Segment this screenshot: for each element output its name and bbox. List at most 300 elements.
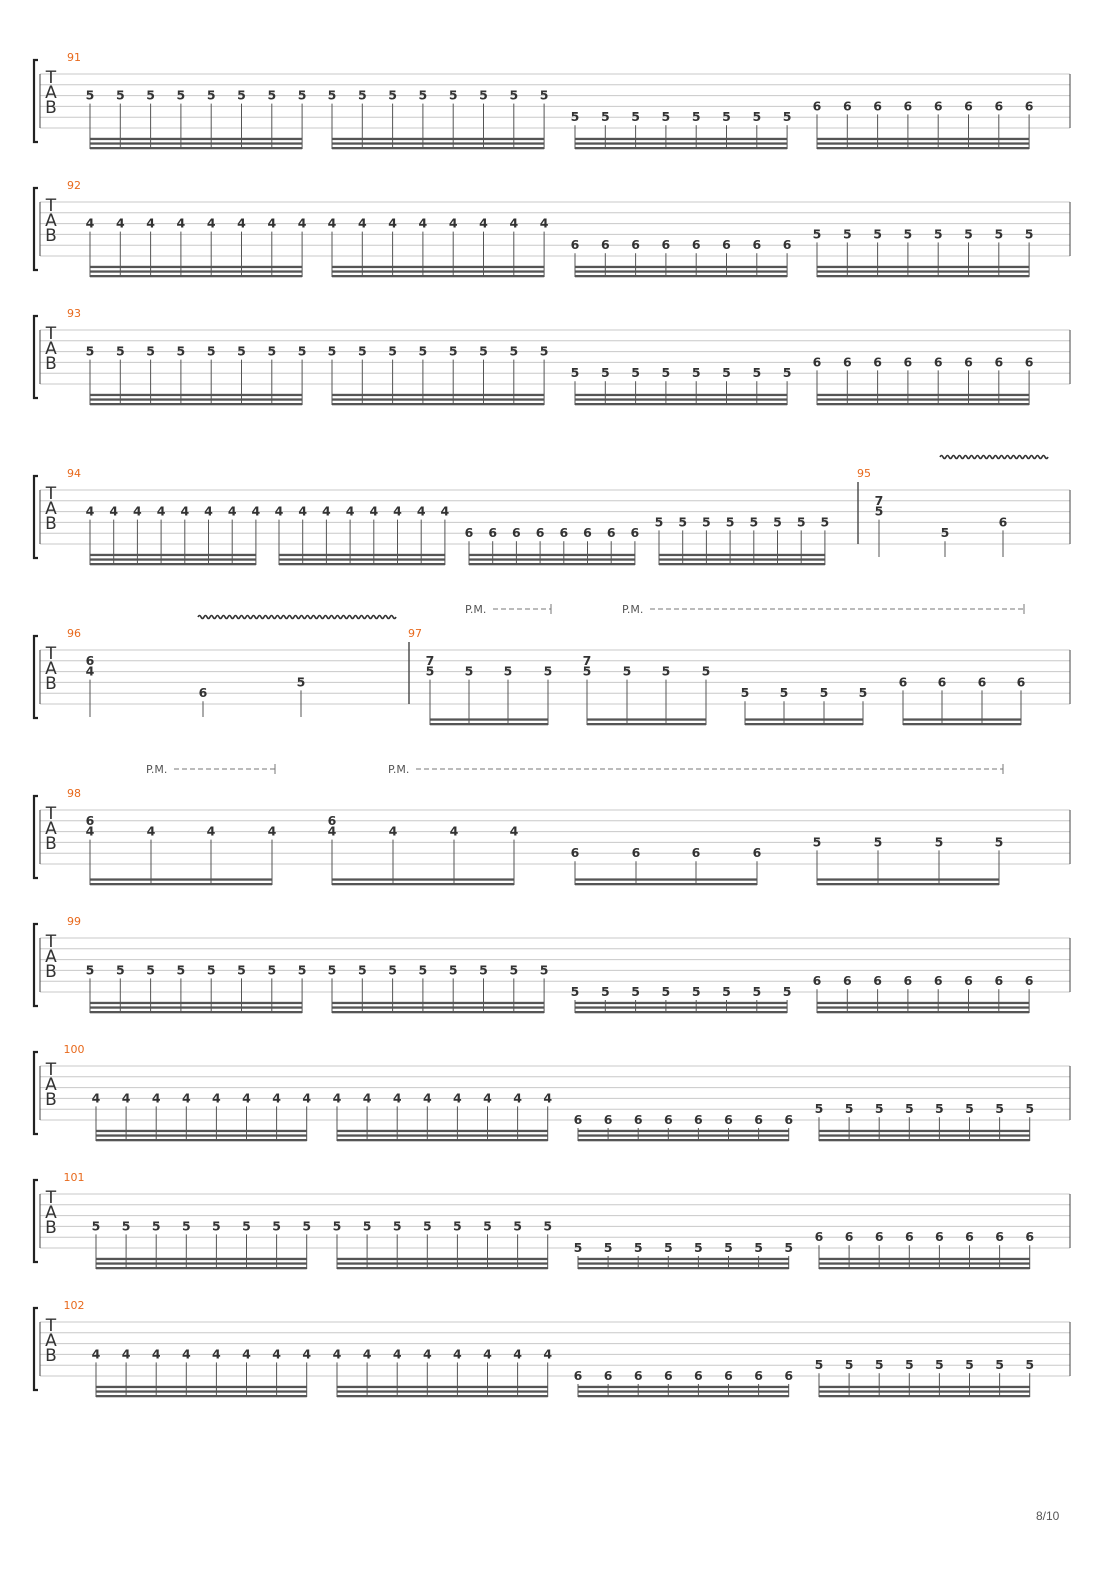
- beam: [819, 1386, 1030, 1388]
- fret-number: 6: [327, 812, 337, 828]
- fret-number: 4: [345, 503, 355, 519]
- measure-number: 93: [67, 307, 81, 320]
- fret-number: 4: [449, 823, 459, 839]
- measure-number: 101: [63, 1171, 85, 1184]
- beam: [578, 1139, 789, 1141]
- fret-number: 5: [570, 365, 580, 381]
- fret-number: 5: [933, 226, 943, 242]
- fret-number: 5: [752, 365, 762, 381]
- fret-number: 5: [448, 343, 458, 359]
- tab-clef-letter: B: [45, 98, 57, 118]
- fret-number: 6: [633, 1112, 643, 1127]
- fret-number: 6: [784, 1112, 794, 1127]
- fret-number: 5: [691, 984, 701, 999]
- fret-number: 5: [91, 1218, 101, 1234]
- fret-number: 6: [633, 1368, 643, 1383]
- fret-number: 5: [661, 365, 671, 381]
- fret-number: 5: [357, 343, 367, 359]
- fret-number: 5: [1024, 226, 1034, 242]
- fret-number: 4: [539, 215, 549, 231]
- fret-number: 6: [752, 845, 762, 861]
- fret-number: 5: [940, 525, 950, 541]
- fret-number: 5: [146, 87, 155, 103]
- fret-number: 7: [425, 652, 435, 668]
- tab-clef-letter: B: [45, 1090, 57, 1110]
- fret-number: 4: [85, 663, 95, 679]
- fret-number: 5: [539, 87, 549, 103]
- tab-clef-letter: A: [45, 947, 57, 967]
- system-bracket: [34, 1180, 38, 1262]
- measure-number: 102: [63, 1299, 85, 1312]
- fret-number: 5: [874, 1101, 884, 1117]
- fret-number: 6: [842, 354, 852, 370]
- fret-number: 6: [512, 525, 521, 541]
- beam: [578, 1258, 789, 1260]
- fret-number: 4: [327, 215, 337, 231]
- fret-number: 6: [583, 525, 592, 541]
- palm-mute-label: P.M.: [388, 763, 410, 776]
- fret-number: 4: [156, 503, 166, 519]
- fret-number: 5: [603, 1240, 613, 1255]
- fret-number: 6: [722, 237, 731, 253]
- beam: [469, 558, 635, 560]
- beam: [332, 266, 544, 268]
- beam: [575, 1011, 787, 1013]
- fret-number: 5: [631, 365, 640, 381]
- fret-number: 5: [934, 834, 944, 850]
- fret-number: 6: [603, 1368, 613, 1383]
- beam: [578, 1395, 789, 1397]
- beam: [90, 266, 302, 268]
- fret-number: 4: [91, 1346, 101, 1362]
- beam: [90, 1002, 302, 1004]
- fret-number: 4: [388, 215, 397, 231]
- beam: [745, 723, 863, 725]
- fret-number: 5: [722, 109, 731, 125]
- fret-number: 6: [812, 973, 822, 989]
- tab-clef-letter: B: [45, 226, 57, 246]
- fret-number: 6: [873, 354, 882, 370]
- fret-number: 5: [357, 87, 367, 103]
- beam: [96, 1390, 307, 1392]
- beam: [332, 142, 544, 144]
- beam: [279, 563, 445, 565]
- beam: [96, 1130, 307, 1132]
- fret-number: 6: [904, 1229, 914, 1245]
- measure-number: 91: [67, 51, 81, 64]
- fret-number: 6: [998, 514, 1008, 530]
- fret-number: 5: [874, 1357, 884, 1373]
- beam: [817, 147, 1029, 149]
- fret-number: 6: [661, 237, 671, 253]
- system-bracket: [34, 476, 38, 558]
- fret-number: 4: [362, 1346, 372, 1362]
- fret-number: 7: [874, 492, 884, 508]
- fret-number: 5: [302, 1218, 312, 1234]
- beam: [817, 878, 999, 880]
- fret-number: 5: [388, 87, 397, 103]
- fret-number: 5: [812, 226, 822, 242]
- vibrato-mark: [940, 456, 1048, 459]
- beam: [819, 1130, 1030, 1132]
- fret-number: 5: [503, 663, 513, 679]
- beam: [332, 394, 544, 396]
- beam: [575, 398, 787, 400]
- fret-number: 6: [663, 1112, 673, 1127]
- beam: [575, 275, 787, 277]
- fret-number: 5: [418, 962, 428, 978]
- fret-number: 5: [600, 365, 610, 381]
- fret-number: 6: [464, 525, 474, 541]
- fret-number: 5: [661, 984, 671, 999]
- fret-number: 6: [933, 973, 943, 989]
- fret-number: 4: [327, 823, 337, 839]
- fret-number: 5: [212, 1218, 221, 1234]
- beam: [575, 138, 787, 140]
- fret-number: 4: [272, 1090, 281, 1106]
- beam: [90, 883, 272, 885]
- beam: [337, 1130, 548, 1132]
- fret-number: 5: [206, 962, 216, 978]
- tab-clef-letter: A: [45, 339, 57, 359]
- beam: [817, 138, 1029, 140]
- beam: [817, 1011, 1029, 1013]
- fret-number: 5: [121, 1218, 131, 1234]
- fret-number: 6: [1024, 973, 1034, 989]
- fret-number: 4: [115, 215, 125, 231]
- fret-number: 4: [237, 215, 246, 231]
- beam: [430, 718, 548, 720]
- fret-number: 5: [362, 1218, 372, 1234]
- beam: [587, 718, 706, 720]
- fret-number: 5: [782, 984, 792, 999]
- fret-number: 4: [543, 1090, 553, 1106]
- fret-number: 5: [965, 1101, 974, 1117]
- fret-number: 5: [425, 663, 435, 679]
- fret-number: 5: [694, 1240, 703, 1255]
- fret-number: 4: [85, 215, 95, 231]
- beam: [337, 1258, 548, 1260]
- beam: [575, 1002, 787, 1004]
- fret-number: 5: [388, 343, 397, 359]
- fret-number: 6: [842, 98, 852, 114]
- beam: [90, 878, 272, 880]
- measure-number: 99: [67, 915, 81, 928]
- fret-number: 4: [204, 503, 213, 519]
- beam: [819, 1262, 1030, 1264]
- tab-system: [34, 763, 1070, 885]
- beam: [817, 883, 999, 885]
- fret-number: 4: [448, 215, 458, 231]
- fret-number: 6: [964, 98, 973, 114]
- fret-number: 5: [814, 1101, 824, 1117]
- fret-number: 5: [701, 663, 711, 679]
- fret-number: 4: [332, 1090, 342, 1106]
- beam: [575, 878, 757, 880]
- beam: [903, 723, 1021, 725]
- fret-number: 5: [388, 962, 397, 978]
- beam: [90, 394, 302, 396]
- fret-number: 6: [937, 674, 947, 690]
- fret-number: 5: [678, 514, 688, 530]
- fret-number: 6: [663, 1368, 673, 1383]
- palm-mute-label: P.M.: [622, 603, 644, 616]
- fret-number: 6: [935, 1229, 944, 1245]
- fret-number: 6: [488, 525, 498, 541]
- beam: [332, 878, 514, 880]
- beam: [90, 142, 302, 144]
- beam: [332, 1002, 544, 1004]
- beam: [90, 1006, 302, 1008]
- fret-number: 5: [479, 87, 488, 103]
- fret-number: 4: [422, 1346, 432, 1362]
- system-bracket: [34, 188, 38, 270]
- beam: [817, 142, 1029, 144]
- fret-number: 6: [994, 98, 1004, 114]
- fret-number: 4: [302, 1346, 312, 1362]
- tab-system: [34, 179, 1070, 277]
- fret-number: 6: [573, 1368, 583, 1383]
- tab-system: [34, 51, 1070, 149]
- beam: [745, 718, 863, 720]
- fret-number: 4: [418, 215, 428, 231]
- fret-number: 4: [151, 1090, 161, 1106]
- fret-number: 4: [242, 1346, 251, 1362]
- fret-number: 6: [631, 845, 641, 861]
- beam: [575, 147, 787, 149]
- tab-clef-letter: A: [45, 83, 57, 103]
- fret-number: 4: [513, 1346, 522, 1362]
- beam: [469, 563, 635, 565]
- fret-number: 4: [181, 1346, 191, 1362]
- beam: [90, 1011, 302, 1013]
- fret-number: 5: [146, 962, 155, 978]
- fret-number: 4: [453, 1090, 462, 1106]
- fret-number: 5: [702, 514, 711, 530]
- fret-number: 5: [392, 1218, 402, 1234]
- beam: [659, 558, 825, 560]
- fret-number: 4: [121, 1090, 131, 1106]
- tab-clef-letter: A: [45, 1203, 57, 1223]
- fret-number: 5: [418, 343, 428, 359]
- fret-number: 5: [722, 365, 731, 381]
- fret-number: 6: [994, 354, 1004, 370]
- fret-number: 6: [873, 98, 882, 114]
- beam: [96, 1262, 307, 1264]
- tab-system: [34, 915, 1070, 1013]
- fret-number: 5: [754, 1240, 763, 1255]
- fret-number: 6: [1016, 674, 1026, 690]
- fret-number: 5: [904, 1101, 914, 1117]
- fret-number: 4: [297, 215, 307, 231]
- fret-number: 5: [570, 984, 580, 999]
- fret-number: 5: [327, 87, 337, 103]
- fret-number: 5: [464, 663, 474, 679]
- tab-clef-letter: T: [45, 932, 57, 952]
- fret-number: 5: [663, 1240, 673, 1255]
- beam: [819, 1395, 1030, 1397]
- tab-system: [34, 456, 1070, 566]
- fret-number: 4: [176, 215, 186, 231]
- beam: [817, 266, 1029, 268]
- fret-number: 6: [874, 1229, 884, 1245]
- fret-number: 7: [582, 652, 592, 668]
- fret-number: 5: [812, 834, 822, 850]
- fret-number: 5: [964, 226, 973, 242]
- fret-number: 6: [573, 1112, 583, 1127]
- fret-number: 5: [448, 87, 458, 103]
- palm-mute-label: P.M.: [465, 603, 487, 616]
- fret-number: 4: [85, 823, 95, 839]
- beam: [659, 554, 825, 556]
- beam: [578, 1390, 789, 1392]
- tab-clef-letter: T: [45, 196, 57, 216]
- beam: [332, 270, 544, 272]
- fret-number: 5: [782, 109, 792, 125]
- fret-number: 4: [242, 1090, 251, 1106]
- fret-number: 6: [631, 237, 640, 253]
- fret-number: 4: [212, 1346, 221, 1362]
- fret-number: 5: [582, 663, 592, 679]
- fret-number: 6: [603, 1112, 613, 1127]
- measure-number: 94: [67, 467, 81, 480]
- fret-number: 4: [332, 1346, 342, 1362]
- fret-number: 5: [633, 1240, 643, 1255]
- fret-number: 4: [227, 503, 237, 519]
- fret-number: 4: [267, 823, 277, 839]
- fret-number: 5: [297, 87, 307, 103]
- fret-number: 5: [779, 685, 789, 701]
- beam: [578, 1262, 789, 1264]
- fret-number: 4: [416, 503, 426, 519]
- fret-number: 5: [935, 1357, 944, 1373]
- fret-number: 5: [752, 109, 762, 125]
- beam: [575, 394, 787, 396]
- fret-number: 4: [274, 503, 284, 519]
- fret-number: 4: [109, 503, 119, 519]
- fret-number: 5: [176, 962, 186, 978]
- fret-number: 6: [724, 1112, 733, 1127]
- fret-number: 5: [357, 962, 367, 978]
- fret-number: 5: [691, 109, 701, 125]
- beam: [332, 403, 544, 405]
- fret-number: 5: [661, 663, 671, 679]
- fret-number: 5: [327, 343, 337, 359]
- beam: [819, 1139, 1030, 1141]
- beam: [90, 403, 302, 405]
- fret-number: 5: [181, 1218, 191, 1234]
- fret-number: 6: [814, 1229, 824, 1245]
- tab-clef-letter: T: [45, 68, 57, 88]
- beam: [332, 147, 544, 149]
- fret-number: 5: [858, 685, 868, 701]
- fret-number: 5: [873, 834, 883, 850]
- fret-number: 4: [513, 1090, 522, 1106]
- fret-number: 4: [180, 503, 190, 519]
- beam: [279, 558, 445, 560]
- fret-number: 5: [814, 1357, 824, 1373]
- beam: [659, 563, 825, 565]
- fret-number: 5: [784, 1240, 794, 1255]
- fret-number: 6: [933, 354, 943, 370]
- vibrato-mark: [198, 616, 396, 619]
- fret-number: 5: [242, 1218, 251, 1234]
- fret-number: 4: [267, 215, 277, 231]
- fret-number: 6: [1024, 98, 1034, 114]
- tab-clef-letter: B: [45, 1218, 57, 1238]
- fret-number: 5: [573, 1240, 583, 1255]
- fret-number: 4: [151, 1346, 161, 1362]
- fret-number: 5: [85, 87, 95, 103]
- fret-number: 6: [977, 674, 987, 690]
- fret-number: 5: [115, 343, 125, 359]
- fret-number: 6: [752, 237, 762, 253]
- beam: [817, 403, 1029, 405]
- beam: [817, 398, 1029, 400]
- fret-number: 4: [91, 1090, 101, 1106]
- fret-number: 6: [691, 845, 701, 861]
- tab-clef-letter: B: [45, 834, 57, 854]
- beam: [819, 1134, 1030, 1136]
- tab-clef-letter: B: [45, 674, 57, 694]
- beam: [96, 1139, 307, 1141]
- measure-number: 92: [67, 179, 81, 192]
- beam: [817, 394, 1029, 396]
- fret-number: 5: [782, 365, 792, 381]
- tab-clef-letter: A: [45, 819, 57, 839]
- fret-number: 5: [85, 343, 95, 359]
- beam: [90, 554, 256, 556]
- fret-number: 4: [146, 215, 155, 231]
- fret-number: 5: [115, 962, 125, 978]
- beam: [819, 1258, 1030, 1260]
- tab-system: [34, 1299, 1070, 1397]
- fret-number: 4: [133, 503, 142, 519]
- page-number: 8/10: [1036, 1509, 1060, 1523]
- tab-clef-letter: A: [45, 1075, 57, 1095]
- fret-number: 5: [448, 962, 458, 978]
- beam: [575, 883, 757, 885]
- beam: [903, 718, 1021, 720]
- tab-clef-letter: A: [45, 499, 57, 519]
- beam: [575, 403, 787, 405]
- fret-number: 5: [631, 984, 640, 999]
- measure-number: 95: [857, 467, 871, 480]
- fret-number: 4: [422, 1090, 432, 1106]
- fret-number: 5: [176, 87, 186, 103]
- fret-number: 5: [483, 1218, 492, 1234]
- beam: [575, 266, 787, 268]
- fret-number: 5: [479, 962, 488, 978]
- fret-number: 5: [773, 514, 782, 530]
- fret-number: 5: [146, 343, 155, 359]
- fret-number: 4: [146, 823, 156, 839]
- beam: [332, 138, 544, 140]
- fret-number: 6: [903, 98, 913, 114]
- fret-number: 6: [873, 973, 882, 989]
- fret-number: 4: [298, 503, 308, 519]
- fret-number: 5: [796, 514, 806, 530]
- beam: [90, 138, 302, 140]
- beam: [337, 1262, 548, 1264]
- beam: [90, 270, 302, 272]
- fret-number: 6: [600, 237, 610, 253]
- measure-number: 100: [63, 1043, 85, 1056]
- fret-number: 6: [559, 525, 569, 541]
- fret-number: 6: [85, 812, 95, 828]
- beam: [575, 142, 787, 144]
- system-bracket: [34, 636, 38, 718]
